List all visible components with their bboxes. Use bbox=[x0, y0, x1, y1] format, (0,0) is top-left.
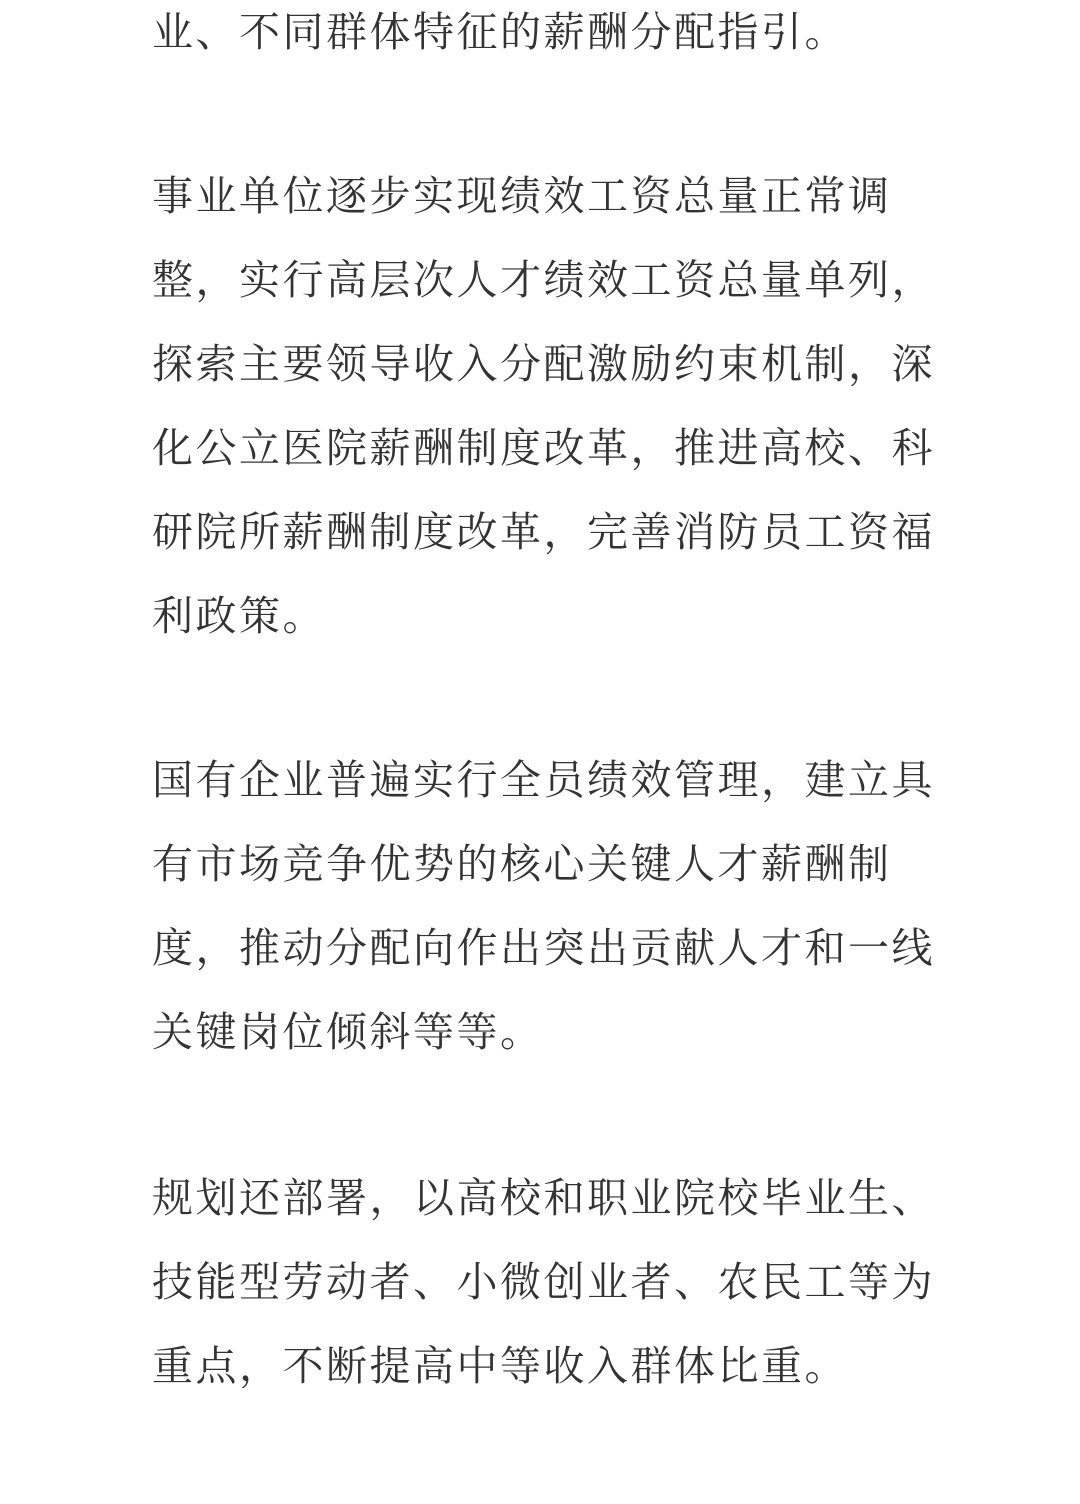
paragraph-middle-income-groups bbox=[152, 1156, 935, 1408]
text-line: 事业单位逐步实现绩效工资总量正常调 bbox=[152, 172, 892, 220]
text-line: 业、不同群体特征的薪酬分配指引。 bbox=[152, 8, 848, 56]
text-line: 化公立医院薪酬制度改革，推进高校、科 bbox=[152, 424, 935, 472]
text-line: 关键岗位倾斜等等。 bbox=[152, 1008, 544, 1056]
text-line: 国有企业普遍实行全员绩效管理，建立具 bbox=[152, 756, 935, 804]
text-line: 探索主要领导收入分配激励约束机制，深 bbox=[152, 340, 935, 388]
text-line: 规划还部署，以高校和职业院校毕业生、 bbox=[152, 1174, 935, 1222]
text-line: 技能型劳动者、小微创业者、农民工等为 bbox=[152, 1258, 935, 1306]
text-line: 利政策。 bbox=[152, 592, 326, 640]
paragraph-public-institutions bbox=[152, 154, 935, 658]
text-line: 整，实行高层次人才绩效工资总量单列， bbox=[152, 256, 935, 304]
text-line: 度，推动分配向作出突出贡献人才和一线 bbox=[152, 924, 935, 972]
text-line: 有市场竞争优势的核心关键人才薪酬制 bbox=[152, 840, 892, 888]
text-line: 重点，不断提高中等收入群体比重。 bbox=[152, 1342, 848, 1390]
text-line: 研院所薪酬制度改革，完善消防员工资福 bbox=[152, 508, 935, 556]
paragraph-state-owned-enterprises bbox=[152, 738, 935, 1074]
paragraph-salary-guidance-end bbox=[152, 0, 848, 74]
